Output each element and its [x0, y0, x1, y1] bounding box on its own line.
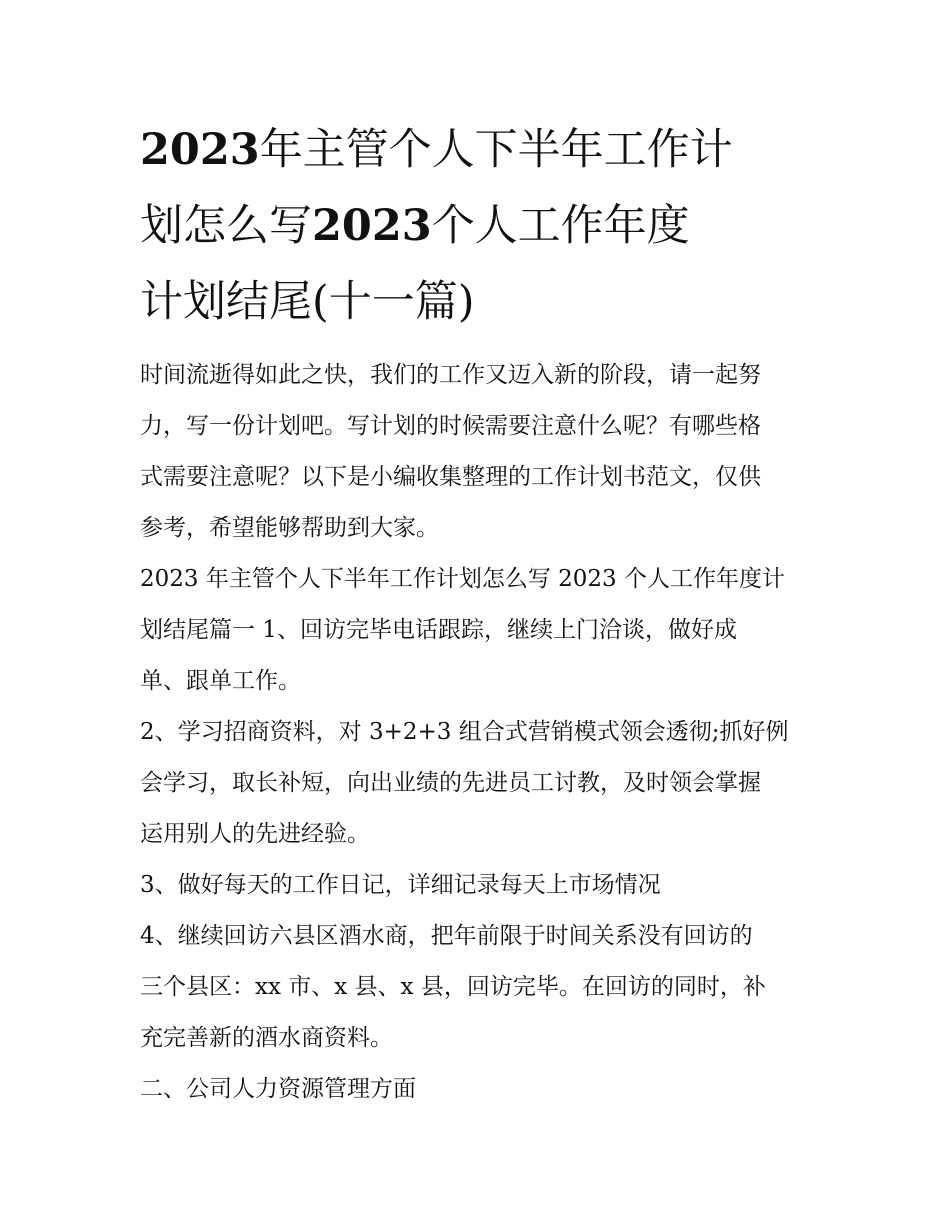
text-line: 单、跟单工作。	[140, 668, 301, 694]
paragraph-item-2	[140, 707, 820, 860]
text-line: 时间流逝得如此之快，我们的工作又迈入新的阶段，请一起努	[140, 362, 761, 388]
title-line-1	[140, 112, 820, 188]
text-line: 三个县区：xx 市、x 县、x 县，回访完毕。在回访的同时，补	[140, 974, 766, 1000]
title-text: 年主管个人下半年工作计	[259, 125, 733, 175]
text-line: 充完善新的酒水商资料。	[140, 1025, 393, 1051]
section-heading-hr	[140, 1064, 820, 1115]
paragraph-item-3	[140, 860, 820, 911]
paragraph-intro	[140, 350, 820, 554]
text-line: 3、做好每天的工作日记，详细记录每天上市场情况	[140, 872, 661, 898]
title-line-3	[140, 264, 820, 340]
title-text: 计划结尾(十一篇)	[140, 277, 475, 327]
title-year: 2023	[312, 201, 432, 251]
title-text: 个人工作年度	[431, 201, 690, 251]
title-text: 划怎么写	[140, 201, 312, 251]
title-line-2	[140, 188, 820, 264]
text-line: 参考，希望能够帮助到大家。	[140, 515, 439, 541]
text-line: 2023 年主管个人下半年工作计划怎么写 2023 个人工作年度计	[140, 566, 785, 592]
text-line: 运用别人的先进经验。	[140, 821, 370, 847]
paragraph-section-1	[140, 554, 820, 707]
document-title	[140, 112, 820, 340]
text-line: 2、学习招商资料，对 3+2+3 组合式营销模式领会透彻;抓好例	[140, 719, 789, 745]
text-line: 力，写一份计划吧。写计划的时候需要注意什么呢？有哪些格	[140, 413, 761, 439]
text-line: 4、继续回访六县区酒水商，把年前限于时间关系没有回访的	[140, 923, 753, 949]
text-line: 划结尾篇一 1、回访完毕电话跟踪，继续上门洽谈，做好成	[140, 617, 737, 643]
title-year: 2023	[140, 125, 260, 175]
text-line: 式需要注意呢？以下是小编收集整理的工作计划书范文，仅供	[140, 464, 761, 490]
paragraph-item-4	[140, 911, 820, 1064]
text-line: 二、公司人力资源管理方面	[140, 1076, 416, 1102]
document-page	[140, 112, 820, 1115]
document-body	[140, 350, 820, 1115]
text-line: 会学习，取长补短，向出业绩的先进员工讨教，及时领会掌握	[140, 770, 761, 796]
